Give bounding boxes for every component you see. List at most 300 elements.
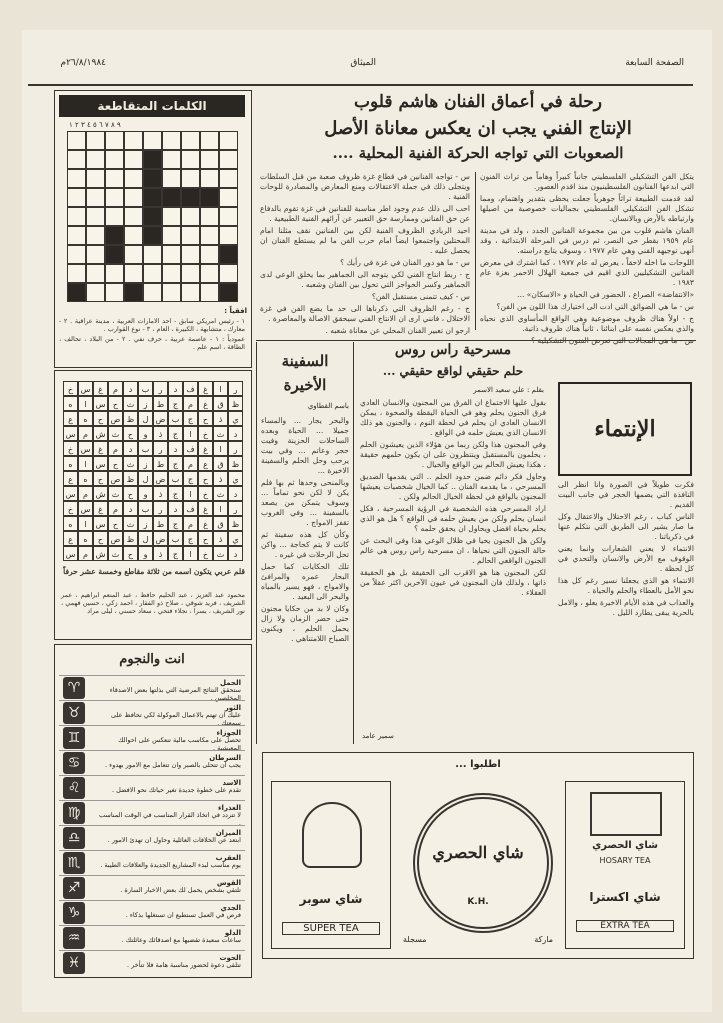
word-search-cell[interactable]: ر bbox=[153, 381, 168, 396]
word-search-cell[interactable]: ظ bbox=[228, 456, 243, 471]
word-search-cell[interactable]: ث bbox=[108, 426, 123, 441]
ad-right-bottom-ar: شاي اكسترا bbox=[589, 890, 661, 904]
main-article bbox=[252, 88, 698, 338]
word-search-cell[interactable]: ض bbox=[153, 471, 168, 486]
crossword-cell[interactable] bbox=[219, 264, 238, 283]
word-search-cell[interactable]: خ bbox=[198, 546, 213, 561]
header-paper: الميثاق bbox=[350, 58, 376, 68]
word-search-cell[interactable]: م bbox=[78, 426, 93, 441]
word-search-cell[interactable]: ل bbox=[138, 411, 153, 426]
horoscope-sign-name: الجوزاء bbox=[216, 729, 241, 737]
word-search-cell[interactable]: خ bbox=[198, 426, 213, 441]
word-search-cell[interactable]: و bbox=[138, 546, 153, 561]
word-search-cell[interactable]: ف bbox=[183, 381, 198, 396]
ad-center-emblem bbox=[403, 779, 553, 949]
word-search-grid[interactable] bbox=[63, 381, 243, 561]
word-search-cell[interactable]: م bbox=[183, 456, 198, 471]
ad-monogram: K.H. bbox=[467, 897, 489, 907]
crossword-cell[interactable] bbox=[181, 131, 200, 150]
word-search-cell[interactable]: ح bbox=[123, 546, 138, 561]
ad-right-top-ar: شاي الحصري bbox=[592, 840, 658, 851]
crossword-cell[interactable] bbox=[200, 226, 219, 245]
word-search-cell[interactable]: س bbox=[93, 456, 108, 471]
word-search-cell[interactable]: ه bbox=[78, 531, 93, 546]
crossword-cell[interactable] bbox=[67, 245, 86, 264]
horoscope-sign-text: ساعات سعيدة تقضيها مع اصدقائك وعائلتك . bbox=[121, 936, 241, 944]
horoscope-row bbox=[59, 850, 245, 876]
crossword-cell[interactable] bbox=[124, 264, 143, 283]
crossword-cell[interactable] bbox=[181, 150, 200, 169]
horoscope-row bbox=[59, 700, 245, 726]
crossword-cell[interactable] bbox=[181, 283, 200, 302]
crossword-cell[interactable] bbox=[162, 226, 181, 245]
crossword-cell[interactable] bbox=[181, 264, 200, 283]
word-search-cell[interactable]: ا bbox=[213, 381, 228, 396]
word-search-cell[interactable]: ي bbox=[228, 471, 243, 486]
word-search-cell[interactable]: د bbox=[123, 381, 138, 396]
main-kicker: رحلة في أعماق الفنان هاشم قلوب bbox=[354, 92, 602, 112]
word-search-cell[interactable]: ه bbox=[63, 516, 78, 531]
word-search-cell[interactable]: ث bbox=[213, 486, 228, 501]
word-search-cell[interactable]: م bbox=[78, 486, 93, 501]
crossword-grid[interactable] bbox=[67, 131, 238, 302]
word-search-cell[interactable]: ج bbox=[168, 426, 183, 441]
crossword-cell[interactable] bbox=[124, 226, 143, 245]
word-search-cell[interactable]: د bbox=[123, 501, 138, 516]
crossword-title: الكلمات المتقاطعة bbox=[59, 95, 245, 117]
word-search-cell[interactable]: ز bbox=[138, 516, 153, 531]
word-search-cell[interactable]: ط bbox=[153, 396, 168, 411]
word-search-cell[interactable]: غ bbox=[198, 381, 213, 396]
main-col-left: س - تواجه الفنانين في قطاع غزة ظروف صعبة من قبل السلطات ويتجلى ذلك في جملة الاعتقالات ومنع المعارض والمصادرة للوحات الفنية . احب الى ذلك عدم وجود اطر مناسبة للفنانين في غزة تقوم بالدفاع عن حق الفنانين وممارسة حق التعبير عن آرائهم الفنية الطبيعية . احيد الريادي الظروف الفنية لكن بين الفنانين نقف مثلنا امام المحتلين واجتمعوا ايضاً امام حرب الفن ما لم يستطع الفنان ان يحصل عليه . س - ما هو دور الفنان في غزة في رأيك ؟ ج - ربط انتاج الفني لكي يتوجه الى الجماهير بما يخلق الوعي لدى الجماهير وكسر الحواجز التي تحول بين الفنان وشعبه . س - كيف تتمنى مستقبل الفن؟ ج - رغم الظروف التي ذكرناها الى حد ما يضع الفن في غزة الاحتلال ، فانني ارى ان الانتاج الفني سيحقق الاصالة والمعاصرة . ارجو ان تعبير الفنان المحلي عن معاناة شعبه . bbox=[260, 172, 470, 335]
word-search-cell[interactable]: د bbox=[228, 426, 243, 441]
crossword-cell[interactable] bbox=[67, 150, 86, 169]
word-search-cell[interactable]: ش bbox=[93, 426, 108, 441]
word-search-cell[interactable]: م bbox=[108, 501, 123, 516]
crossword-cell[interactable] bbox=[143, 245, 162, 264]
crossword-cell[interactable] bbox=[181, 226, 200, 245]
word-search-instruction: قلم عربي يتكون اسمه من ثلاثة مقاطع وخمسة عشر حرفاً bbox=[63, 567, 245, 576]
word-search-cell[interactable]: ث bbox=[213, 546, 228, 561]
word-search-cell[interactable]: ب bbox=[138, 381, 153, 396]
crossword-cell[interactable] bbox=[124, 207, 143, 226]
word-search-cell[interactable]: ذ bbox=[153, 546, 168, 561]
crossword-cell bbox=[105, 245, 124, 264]
horoscope-row bbox=[59, 950, 245, 976]
horoscope-sign-text: يوم مناسب لبدء المشاريع الجديدة والعلاقات الطيبة . bbox=[100, 861, 241, 869]
word-search-cell[interactable]: ا bbox=[78, 396, 93, 411]
crossword-cell[interactable] bbox=[162, 131, 181, 150]
horoscope-row bbox=[59, 775, 245, 801]
word-search-cell[interactable]: م bbox=[108, 381, 123, 396]
crossword-cell[interactable] bbox=[181, 207, 200, 226]
crossword-cell[interactable] bbox=[86, 150, 105, 169]
belonging-title: الإنتماء bbox=[594, 416, 656, 442]
crossword-cell[interactable] bbox=[86, 245, 105, 264]
ad-left-brand-ar: شاي سوبر bbox=[299, 892, 363, 906]
word-search-cell[interactable]: د bbox=[168, 501, 183, 516]
zodiac-icon: ♒ bbox=[63, 927, 85, 949]
crossword-cell[interactable] bbox=[86, 207, 105, 226]
word-search-cell[interactable]: س bbox=[78, 501, 93, 516]
belonging-column bbox=[554, 342, 698, 744]
ad-mark-left: مسجلة bbox=[403, 935, 427, 944]
word-search-cell[interactable]: ظ bbox=[123, 531, 138, 546]
word-search-cell[interactable]: ث bbox=[123, 396, 138, 411]
crossword-cell[interactable] bbox=[124, 245, 143, 264]
word-search-cell[interactable]: خ bbox=[63, 381, 78, 396]
crossword-cell[interactable] bbox=[143, 131, 162, 150]
crossword-cell[interactable] bbox=[200, 283, 219, 302]
word-search-cell[interactable]: ج bbox=[183, 471, 198, 486]
word-search-cell[interactable]: ح bbox=[198, 411, 213, 426]
word-search-cell[interactable]: ع bbox=[198, 456, 213, 471]
word-search-cell[interactable]: م bbox=[108, 441, 123, 456]
wreath-icon bbox=[413, 793, 553, 933]
word-search-cell[interactable]: غ bbox=[93, 501, 108, 516]
word-search-cell[interactable]: س bbox=[63, 426, 78, 441]
word-search-cell[interactable]: ذ bbox=[213, 471, 228, 486]
word-search-cell[interactable]: ج bbox=[168, 456, 183, 471]
word-search-cell[interactable]: ع bbox=[63, 471, 78, 486]
crossword-cell[interactable] bbox=[162, 245, 181, 264]
crossword-cell[interactable] bbox=[67, 264, 86, 283]
word-search-cell[interactable]: ض bbox=[153, 531, 168, 546]
ship-title-2: الأخيرة bbox=[283, 376, 327, 394]
word-search-cell[interactable]: ذ bbox=[153, 426, 168, 441]
horoscope-sign-text: يجب ان تتحلى بالصبر وان تتعامل مع الامور بهدوء . bbox=[105, 761, 241, 769]
crossword-cell[interactable] bbox=[67, 131, 86, 150]
crossword-cell[interactable] bbox=[162, 264, 181, 283]
section-rule bbox=[256, 340, 696, 341]
theater-headline-2: حلم حقيقي لواقع حقيقي ... bbox=[382, 364, 524, 378]
crossword-cell[interactable] bbox=[200, 169, 219, 188]
word-search-cell[interactable]: خ bbox=[63, 441, 78, 456]
theater-headline-1: مسرحية راس روس bbox=[394, 342, 512, 358]
word-search-cell[interactable]: ح bbox=[108, 456, 123, 471]
crossword-cell[interactable] bbox=[86, 283, 105, 302]
word-search-cell[interactable]: ر bbox=[153, 501, 168, 516]
word-search-cell[interactable]: ا bbox=[78, 456, 93, 471]
ad-top-label: اطلبوا ... bbox=[455, 759, 501, 770]
word-search-cell[interactable]: ا bbox=[183, 486, 198, 501]
word-search-cell[interactable]: ذ bbox=[153, 486, 168, 501]
crossword-cell[interactable] bbox=[162, 207, 181, 226]
word-search-cell[interactable]: ل bbox=[138, 471, 153, 486]
word-search-cell[interactable]: س bbox=[93, 516, 108, 531]
word-search-cell[interactable]: ذ bbox=[213, 531, 228, 546]
word-search-cell[interactable]: ب bbox=[168, 471, 183, 486]
word-search-cell[interactable]: ص bbox=[108, 411, 123, 426]
word-search-cell[interactable]: غ bbox=[198, 441, 213, 456]
crossword-clues-label: افقياً : bbox=[224, 307, 247, 315]
crossword-cell[interactable] bbox=[219, 131, 238, 150]
crossword-cell[interactable] bbox=[162, 169, 181, 188]
horoscope-sign-text: تقدم على خطوة جديدة تغير حياتك نحو الافضل . bbox=[111, 786, 241, 794]
crossword-cell[interactable] bbox=[143, 264, 162, 283]
tea-box-icon bbox=[590, 792, 662, 836]
word-search-cell[interactable]: ا bbox=[213, 441, 228, 456]
crossword-cell[interactable] bbox=[124, 188, 143, 207]
word-search-cell[interactable]: ذ bbox=[213, 411, 228, 426]
word-search-cell[interactable]: ق bbox=[213, 396, 228, 411]
theater-body: بقول عليها الاجتماع ان الفرق بين المجنون والانسان العادي فرق الجنون يحلم وهو في الحياة اليقظة والصحوة ، يمكن الانسان العادي ان يحلم في لحظة النوم ، والجنون هو ذلك الانسان الذي يعيش حلمه في الواقع . وفي المجنون هذا ولكن ربما من هؤلاء الذين يعيشون الحلم ، يحلمون بالمستقبل وينتظرون على ان يكون حلمهم حقيقة ، هكذا يعيش الحالم بين الواقع والخيال . وحاول فكر دائم ضمن حدود الحلم .. التي يقدمها الصديق المسرحي ، ما يقدمه الفنان .. كما الخيال شخصيات يعيشها المجنون بالواقع في لحظة الخيال الحالم ولكن . اراد المسرحي هذه الشخصية في الرؤية المسرحية ، فكل انسان يحلم ولكن من يعيش حلمه في الواقع ؟ هل هو الذي يحلم بحياة افضل ويحاول ان يحقق حلمه ؟ ولكن هل الجنون يحيا في ظلال الوعي هذا وفي البحث عن حالة الجنون التي نحياها ، ان مسرحية راس روس هي عالم الجنون الواقعي الحالم . لكن المجنون هنا هو الاقرب الى الحقيقة بل هو الحقيقة ذاتها ، ولذلك فان المجنون في عيون الآخرين اكثر عقلاً من العقلاء . bbox=[360, 398, 546, 597]
word-search-cell[interactable]: ب bbox=[138, 441, 153, 456]
word-search-cell[interactable]: د bbox=[228, 486, 243, 501]
crossword-cell[interactable] bbox=[67, 169, 86, 188]
crossword-cell[interactable] bbox=[105, 131, 124, 150]
word-search-cell[interactable]: ي bbox=[228, 531, 243, 546]
word-search-cell[interactable]: ش bbox=[93, 486, 108, 501]
horoscope-row bbox=[59, 725, 245, 751]
word-search-cell[interactable]: ر bbox=[153, 441, 168, 456]
crossword-cell[interactable] bbox=[124, 150, 143, 169]
header-date: ٢٦/٨/١٩٨٤م bbox=[60, 58, 106, 68]
word-search-cell[interactable]: ث bbox=[108, 546, 123, 561]
word-search-cell[interactable]: ق bbox=[213, 456, 228, 471]
crossword-cell bbox=[143, 169, 162, 188]
word-search-cell[interactable]: ز bbox=[138, 396, 153, 411]
word-search-cell[interactable]: ب bbox=[138, 501, 153, 516]
crossword-cell[interactable] bbox=[86, 169, 105, 188]
word-search-cell[interactable]: ه bbox=[63, 396, 78, 411]
horoscope-sign-text: ابتعد عن الخلافات العائلية وحاول ان تهدئ الامور . bbox=[107, 836, 241, 844]
word-search-cell[interactable]: ح bbox=[93, 471, 108, 486]
crossword-cell bbox=[124, 283, 143, 302]
crossword-cell[interactable] bbox=[162, 283, 181, 302]
word-search-cell[interactable]: د bbox=[168, 381, 183, 396]
crossword-cell[interactable] bbox=[86, 131, 105, 150]
word-search-cell[interactable]: ظ bbox=[228, 516, 243, 531]
word-search-cell[interactable]: س bbox=[63, 486, 78, 501]
crossword-cell[interactable] bbox=[67, 188, 86, 207]
word-search-cell[interactable]: ب bbox=[168, 411, 183, 426]
word-search-cell[interactable]: ع bbox=[198, 396, 213, 411]
word-search-cell[interactable]: ح bbox=[108, 396, 123, 411]
word-search-cell[interactable]: ع bbox=[63, 531, 78, 546]
ad-right-bottom-en: EXTRA TEA bbox=[576, 920, 674, 932]
word-search-cell[interactable]: ج bbox=[183, 531, 198, 546]
crossword-col-numbers: ٩ ٨ ٧ ٦ ٥ ٤ ٣ ٢ ١ bbox=[69, 121, 121, 129]
crossword-cell[interactable] bbox=[200, 207, 219, 226]
word-search-cell[interactable]: ص bbox=[108, 531, 123, 546]
crossword-cell[interactable] bbox=[200, 150, 219, 169]
horoscope-sign-name: الاسد bbox=[222, 779, 241, 787]
horoscope-sign-text: فرص في العمل تستطيع ان تستغلها بذكاء . bbox=[125, 911, 241, 919]
word-search-cell[interactable]: ج bbox=[168, 396, 183, 411]
word-search-cell[interactable]: غ bbox=[93, 381, 108, 396]
word-search-cell[interactable]: ع bbox=[198, 516, 213, 531]
crossword-cell bbox=[143, 207, 162, 226]
horoscope-row bbox=[59, 750, 245, 776]
crossword-cell[interactable] bbox=[200, 245, 219, 264]
horoscope-sign-text: تحصل على مكاسب مالية تنعكس على احوالك المعيشية . bbox=[118, 736, 241, 752]
word-search-cell[interactable]: ط bbox=[153, 456, 168, 471]
ad-left-brand-en: SUPER TEA bbox=[282, 922, 380, 935]
word-search-cell[interactable]: ر bbox=[228, 441, 243, 456]
word-search-cell[interactable]: ر bbox=[228, 501, 243, 516]
crossword-cell bbox=[143, 150, 162, 169]
main-headline-2: الصعوبات التي تواجه الحركة الفنية المحلية .... bbox=[332, 144, 624, 162]
word-search-cell[interactable]: ج bbox=[168, 486, 183, 501]
crossword-cell bbox=[219, 283, 238, 302]
word-search-cell[interactable]: س bbox=[63, 546, 78, 561]
word-search-cell[interactable]: ف bbox=[183, 441, 198, 456]
crossword-panel bbox=[54, 90, 252, 368]
belonging-title-box bbox=[558, 382, 692, 476]
main-col-divider bbox=[475, 172, 476, 330]
horoscope-sign-name: السرطان bbox=[209, 754, 241, 762]
horoscope-sign-text: تلتقي بشخص يحمل لك بعض الاخبار السارة . bbox=[120, 886, 241, 894]
zodiac-icon: ♈ bbox=[63, 677, 85, 699]
horoscope-row bbox=[59, 925, 245, 951]
crossword-cell[interactable] bbox=[162, 150, 181, 169]
word-search-cell[interactable]: د bbox=[228, 546, 243, 561]
crossword-cell[interactable] bbox=[124, 169, 143, 188]
word-search-cell[interactable]: ه bbox=[78, 411, 93, 426]
crossword-cell[interactable] bbox=[67, 207, 86, 226]
word-search-cell[interactable]: خ bbox=[198, 486, 213, 501]
word-search-cell[interactable]: ح bbox=[198, 531, 213, 546]
word-search-cell[interactable]: ط bbox=[153, 516, 168, 531]
word-search-cell[interactable]: ر bbox=[228, 381, 243, 396]
ship-column bbox=[256, 342, 354, 744]
crossword-cell[interactable] bbox=[124, 131, 143, 150]
crossword-cell bbox=[67, 283, 86, 302]
word-search-cell[interactable]: ض bbox=[153, 411, 168, 426]
word-search-cell[interactable]: ظ bbox=[123, 411, 138, 426]
word-search-cell[interactable]: ح bbox=[198, 471, 213, 486]
crossword-cell[interactable] bbox=[181, 169, 200, 188]
crossword-cell[interactable] bbox=[105, 188, 124, 207]
horoscope-row bbox=[59, 825, 245, 851]
word-search-cell[interactable]: م bbox=[78, 546, 93, 561]
crossword-cell[interactable] bbox=[200, 264, 219, 283]
word-search-cell[interactable]: خ bbox=[63, 501, 78, 516]
word-search-cell[interactable]: ح bbox=[123, 426, 138, 441]
word-search-answers: محمود عبد العزيز ، عبد الحليم حافظ ، عبد المنعم ابراهيم ، عمر الشريف ، فريد شوقي ، صلاح ذو الفقار ، احمد زكي ، حسين فهمي ، نور الشريف ، يسرا ، نجلاء فتحي ، سعاد حسني ، ليلى مراد bbox=[61, 591, 245, 615]
crossword-cell bbox=[200, 188, 219, 207]
ship-title-1: السفينة bbox=[281, 352, 329, 370]
crossword-cell[interactable] bbox=[67, 226, 86, 245]
word-search-cell[interactable]: ز bbox=[138, 456, 153, 471]
zodiac-icon: ♌ bbox=[63, 777, 85, 799]
crossword-cell[interactable] bbox=[86, 226, 105, 245]
horoscope-sign-text: ستحقق النتائج المرضية التي بذلتها بعض الاصدقاء المخلصين . bbox=[109, 686, 241, 702]
word-search-cell[interactable]: ب bbox=[168, 531, 183, 546]
word-search-cell[interactable]: ث bbox=[108, 486, 123, 501]
crossword-cell[interactable] bbox=[86, 188, 105, 207]
crossword-cell[interactable] bbox=[219, 169, 238, 188]
horoscope-sign-text: عليك ان تهتم بالاعمال الموكولة لكي تحافظ على سمعتك . bbox=[111, 711, 241, 727]
word-search-cell[interactable]: ا bbox=[78, 516, 93, 531]
crossword-cell bbox=[219, 245, 238, 264]
zodiac-icon: ♑ bbox=[63, 902, 85, 924]
word-search-cell[interactable]: م bbox=[183, 516, 198, 531]
main-col-right: يتكل الفن التشكيلي الفلسطيني جانباً كبيراً وهاماً من تراث الفنون التي ابدعها الفنانون الفلسطينيون منذ اقدم العصور. لقد قدمت الطبيعة تراثاً جوهرياً جعلت يحظى بتقدير واهتمام، ومما تشكل الفن التشكيلي الفلسطيني بجماليات خصوصية من اصيلها وارتباطه بالأرض وبالانسان. الفنان هاشم قلوب من بين مجموعة الفنانين الجدد ، ولد في مدينة عام ١٩٥٩ بقطر حي النصر، ثم درس في المرحلة الابتدائية ، وقد أنهى توجيهه الفني وهي عام ١٩٧٧ ، وسوف يتابع دراسته. اللوحات ما اخله لاحقاً ، يعرض له عام ١٩٧٧ ، كما اشترك في معرض الفنانين التشكيليين الذي اقيم في جمعية الهلال الاحمر بغزة عام ١٩٨٣ . «الانتفاضة» الصراع ، الحضور في الحياة و «الاسكان» ... س - ما هي الضوائق التي ادت الى اختيارك هذا اللون من الفن؟ ج - اولاً هناك ظروف موضوعية وهي الواقع المأساوي الذي نحياه والذي يعكس نفسه على ابنائنا ، ثانياً هناك ظروف ذاتية. bbox=[480, 172, 694, 333]
word-search-cell[interactable]: ص bbox=[108, 471, 123, 486]
zodiac-icon: ♋ bbox=[63, 752, 85, 774]
word-search-cell[interactable]: ا bbox=[213, 501, 228, 516]
word-search-cell[interactable]: ف bbox=[183, 501, 198, 516]
horoscope-sign-text: لا تتردد في اتخاذ القرار المناسب في الوقت المناسب . bbox=[99, 811, 241, 827]
crossword-cell[interactable] bbox=[219, 207, 238, 226]
crossword-cell[interactable] bbox=[143, 283, 162, 302]
crossword-cell bbox=[143, 226, 162, 245]
horoscope-sign-name: العقرب bbox=[215, 854, 241, 862]
word-search-cell[interactable]: ج bbox=[168, 546, 183, 561]
word-search-cell[interactable]: ح bbox=[93, 411, 108, 426]
word-search-cell[interactable]: غ bbox=[198, 501, 213, 516]
theater-signoff: سمير عامد bbox=[362, 732, 394, 740]
word-search-cell[interactable]: ل bbox=[138, 531, 153, 546]
crossword-cell[interactable] bbox=[219, 188, 238, 207]
horoscope-sign-name: القوس bbox=[216, 879, 241, 887]
word-search-cell[interactable]: ح bbox=[108, 516, 123, 531]
tea-advertisement[interactable] bbox=[262, 752, 694, 959]
word-search-cell[interactable]: س bbox=[78, 441, 93, 456]
teapot-icon bbox=[302, 802, 362, 868]
theater-byline: بقلم : علي سعيد الاسمر bbox=[473, 386, 544, 394]
horoscope-sign-name: الحوت bbox=[219, 954, 241, 962]
word-search-cell[interactable]: ع bbox=[63, 411, 78, 426]
main-headline-1: الإنتاج الفني يجب ان يعكس معاناة الأصل bbox=[324, 118, 632, 139]
word-search-cell[interactable]: م bbox=[183, 396, 198, 411]
word-search-cell[interactable]: ج bbox=[183, 411, 198, 426]
crossword-cell[interactable] bbox=[105, 283, 124, 302]
crossword-cell[interactable] bbox=[219, 150, 238, 169]
word-search-cell[interactable]: ج bbox=[168, 516, 183, 531]
crossword-cell[interactable] bbox=[219, 226, 238, 245]
word-search-cell[interactable]: د bbox=[123, 441, 138, 456]
word-search-cell[interactable]: ي bbox=[228, 411, 243, 426]
ad-center-brand: شاي الحصري bbox=[432, 843, 524, 862]
ad-left-panel bbox=[271, 781, 391, 949]
word-search-cell[interactable]: ق bbox=[213, 516, 228, 531]
word-search-cell[interactable]: ث bbox=[123, 516, 138, 531]
word-search-cell[interactable]: د bbox=[168, 441, 183, 456]
horoscope-title: انت والنجوم bbox=[119, 652, 185, 667]
word-search-cell[interactable]: ح bbox=[123, 486, 138, 501]
crossword-cell[interactable] bbox=[105, 264, 124, 283]
crossword-cell[interactable] bbox=[200, 131, 219, 150]
crossword-cell[interactable] bbox=[105, 150, 124, 169]
ad-right-panel bbox=[565, 781, 685, 949]
crossword-cell[interactable] bbox=[105, 207, 124, 226]
word-search-cell[interactable]: ث bbox=[213, 426, 228, 441]
word-search-cell[interactable]: ظ bbox=[123, 471, 138, 486]
word-search-cell[interactable]: ا bbox=[183, 546, 198, 561]
word-search-cell[interactable]: غ bbox=[93, 441, 108, 456]
word-search-cell[interactable]: ظ bbox=[228, 396, 243, 411]
crossword-cell[interactable] bbox=[105, 169, 124, 188]
crossword-cell[interactable] bbox=[86, 264, 105, 283]
crossword-cell[interactable] bbox=[181, 245, 200, 264]
word-search-cell[interactable]: س bbox=[78, 381, 93, 396]
word-search-cell[interactable]: ه bbox=[78, 471, 93, 486]
word-search-cell[interactable]: ح bbox=[93, 531, 108, 546]
page-header bbox=[24, 52, 696, 74]
word-search-cell[interactable]: ه bbox=[63, 456, 78, 471]
horoscope-row bbox=[59, 900, 245, 926]
word-search-cell[interactable]: ث bbox=[123, 456, 138, 471]
zodiac-icon: ♏ bbox=[63, 852, 85, 874]
word-search-cell[interactable]: و bbox=[138, 426, 153, 441]
word-search-cell[interactable]: س bbox=[93, 396, 108, 411]
word-search-cell[interactable]: ا bbox=[183, 426, 198, 441]
word-search-cell[interactable]: و bbox=[138, 486, 153, 501]
word-search-cell[interactable]: ش bbox=[93, 546, 108, 561]
